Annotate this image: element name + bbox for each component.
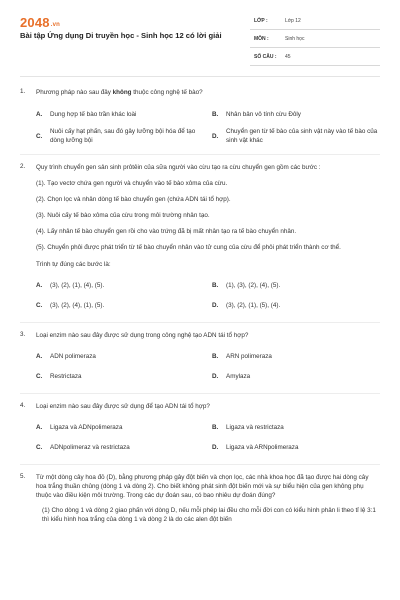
question-separator — [20, 322, 380, 323]
meta-key: MÔN : — [254, 36, 269, 42]
question-text: Từ một dòng cây hoa đỏ (D), bằng phương pháp gây đột biến và chọn lọc, các nhà khoa học đã tạo được hai dòng cây hoa trắng thuần chủng (dòng 1 và dòng 2). Cho biết không phát sinh đột biến mới và sự biểu hiện của gen không phụ thuộc vào điều kiện môi trường. Trong các dự đoán sau, có bao nhiêu dự đoán đúng? — [36, 474, 369, 499]
document-header — [0, 0, 400, 68]
header-divider — [20, 76, 380, 77]
answer-options — [36, 275, 380, 315]
meta-value: Lớp 12 — [285, 18, 301, 24]
order-prompt: Trình tự đúng các bước là: — [36, 261, 111, 268]
question-separator — [20, 464, 380, 465]
question-number: 1. — [20, 88, 26, 95]
question-separator — [20, 154, 380, 155]
question-text: Phương pháp nào sau đây không thuộc công nghệ tế bào? — [36, 89, 203, 96]
meta-row-grade — [250, 14, 380, 30]
question-number: 3. — [20, 331, 26, 338]
meta-value: 45 — [285, 54, 291, 60]
question-text: Quy trình chuyển gen sản sinh prôtêin của sữa người vào cừu tạo ra cừu chuyển gen gồm các bước : — [36, 164, 321, 171]
question-text: Loại enzim nào sau đây được sử dụng để tạo ADN tái tổ hợp? — [36, 403, 210, 410]
meta-row-count — [250, 50, 380, 66]
question-5 — [20, 473, 380, 524]
question-text: Loại enzim nào sau đây được sử dụng trong công nghệ tạo ADN tái tổ hợp? — [36, 332, 249, 339]
question-number: 5. — [20, 473, 26, 480]
option-c[interactable]: C. (3), (2), (4), (1), (5). — [36, 301, 105, 309]
option-a[interactable]: A. ADN polimeraza — [36, 352, 96, 360]
question-number: 2. — [20, 163, 26, 170]
question-list — [20, 80, 380, 524]
question-3 — [20, 331, 380, 386]
option-c[interactable]: C. Nuôi cấy hạt phấn, sau đó gây lưỡng bội hóa để tạo dòng lưỡng bội — [36, 128, 196, 144]
option-d[interactable]: D. Ligaza và ARNpolimeraza — [212, 443, 299, 451]
option-c[interactable]: C. Restrictaza — [36, 372, 82, 380]
option-d[interactable]: D. Amylaza — [212, 372, 251, 380]
answer-options — [36, 103, 380, 147]
option-b[interactable]: B. Ligaza và restrictaza — [212, 423, 284, 431]
statement-item: (1) Cho dòng 1 và dòng 2 giao phấn với dòng D, nếu mỗi phép lai đều cho mỗi đời con có kiểu hình phân li theo tỉ lệ 3:1 thì kiểu hình hoa trắng của dòng 1 và dòng 2 là do các alen đột biến — [42, 507, 376, 523]
question-2 — [20, 163, 380, 315]
option-b[interactable]: B. (1), (3), (2), (4), (5). — [212, 281, 281, 289]
question-1 — [20, 88, 380, 147]
option-d[interactable]: D. Chuyển gen từ tế bào của sinh vật này vào tế bào của sinh vật khác — [212, 128, 378, 144]
document-title: Bài tập Ứng dụng Di truyền học - Sinh học 12 có lời giải — [20, 31, 222, 40]
meta-key: LỚP : — [254, 18, 268, 24]
answer-options — [36, 417, 380, 457]
question-number: 4. — [20, 402, 26, 409]
option-c[interactable]: C. ADNpolimeraz và restrictaza — [36, 443, 130, 451]
process-step: (1). Tạo vectơ chứa gen người và chuyển vào tế bào xôma của cừu. — [36, 180, 228, 187]
meta-key: SỐ CÂU : — [254, 54, 277, 60]
option-b[interactable]: B. ARN polimeraza — [212, 352, 272, 360]
process-step: (3). Nuôi cấy tế bào xôma của cừu trong môi trường nhân tạo. — [36, 212, 210, 219]
document-meta — [250, 14, 380, 68]
option-d[interactable]: D. (3), (2), (1), (5), (4). — [212, 301, 281, 309]
answer-options — [36, 346, 380, 386]
meta-value: Sinh học — [285, 36, 305, 42]
option-a[interactable]: A. Ligaza và ADNpolimeraza — [36, 423, 123, 431]
option-a[interactable]: A. (3), (2), (1), (4), (5). — [36, 281, 105, 289]
site-logo[interactable]: 2048.vn — [20, 15, 61, 30]
question-4 — [20, 402, 380, 457]
question-separator — [20, 393, 380, 394]
process-step: (2). Chọn lọc và nhân dòng tế bào chuyển gen (chứa ADN tái tổ hợp). — [36, 196, 231, 203]
option-a[interactable]: A. Dung hợp tế bào trần khác loài — [36, 110, 137, 118]
meta-row-subject — [250, 32, 380, 48]
process-step: (4). Lấy nhân tế bào chuyển gen rồi cho vào trứng đã bị mất nhân tạo ra tế bào chuyển nhân. — [36, 228, 297, 235]
option-b[interactable]: B. Nhân bản vô tính cừu Đôly — [212, 110, 301, 118]
process-step: (5). Chuyển phôi được phát triển từ tế bào chuyển nhân vào tử cung của cừu để phôi phát triển thành cơ thể. — [36, 244, 341, 251]
